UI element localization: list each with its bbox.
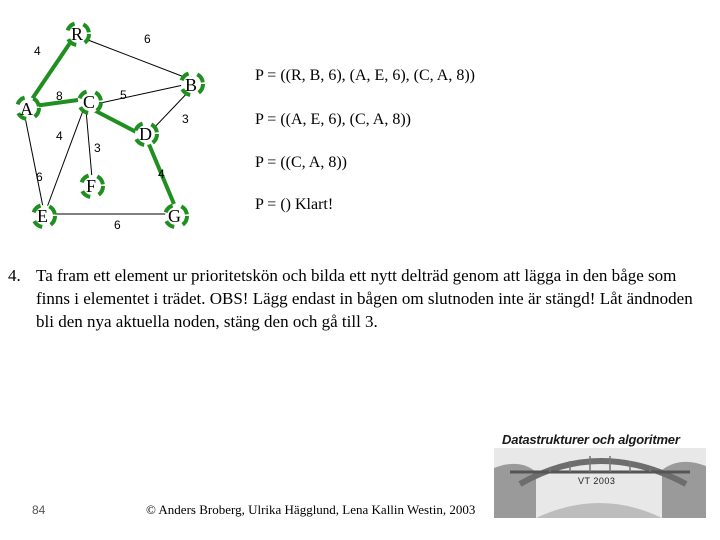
logo-title: Datastrukturer och algoritmer	[502, 432, 680, 447]
copyright: © Anders Broberg, Ulrika Hägglund, Lena Kallin Westin, 2003	[146, 502, 476, 517]
edge-A-E	[24, 112, 44, 212]
edge-C-F	[86, 110, 92, 178]
queue-state-4: P = () Klart!	[255, 196, 334, 213]
node-C-label: C	[83, 92, 96, 112]
node-F-label: F	[86, 176, 97, 196]
weight-C-D: 3	[94, 141, 101, 155]
tree-edge-C-D	[90, 108, 140, 134]
step-text: Ta fram ett element ur prioritetskön och bilda ett nytt delträd genom att lägga in den båge som finns i elementet i trädet. OBS! Lägg endast in bågen om slutnoden inte är stängd! Låt ändnoden bli den nya aktuella noden, stäng den och gå till 3.	[36, 266, 693, 331]
logo-year: VT 2003	[578, 476, 616, 486]
weight-C-B: 5	[120, 88, 127, 102]
queue-state-1: P = ((R, B, 6), (A, E, 6), (C, A, 8))	[255, 67, 475, 84]
node-G-label: G	[168, 206, 181, 226]
weight-E-G: 6	[114, 218, 121, 232]
node-A-label: A	[20, 99, 33, 119]
queue-state-3: P = ((C, A, 8))	[255, 154, 347, 171]
queue-state-2: P = ((A, E, 6), (C, A, 8))	[255, 111, 411, 128]
weight-C-E: 4	[56, 129, 63, 143]
edge-C-E	[46, 108, 84, 210]
node-B-label: B	[185, 75, 198, 95]
node-D-label: D	[139, 124, 152, 144]
weight-B-D: 3	[182, 112, 189, 126]
graph-diagram	[0, 0, 720, 260]
weight-D-G: 4	[158, 167, 165, 181]
node-R-label: R	[71, 24, 84, 44]
edge-R-B	[88, 40, 192, 80]
node-E-label: E	[37, 206, 48, 226]
page-number: 84	[32, 503, 46, 517]
weight-A-C: 8	[56, 89, 63, 103]
weight-A-E: 6	[36, 170, 43, 184]
weight-R-A: 4	[34, 44, 41, 58]
edge-C-B	[96, 84, 188, 104]
algorithm-step	[8, 264, 708, 333]
step-number: 4.	[8, 266, 21, 285]
weight-R-B: 6	[144, 32, 151, 46]
